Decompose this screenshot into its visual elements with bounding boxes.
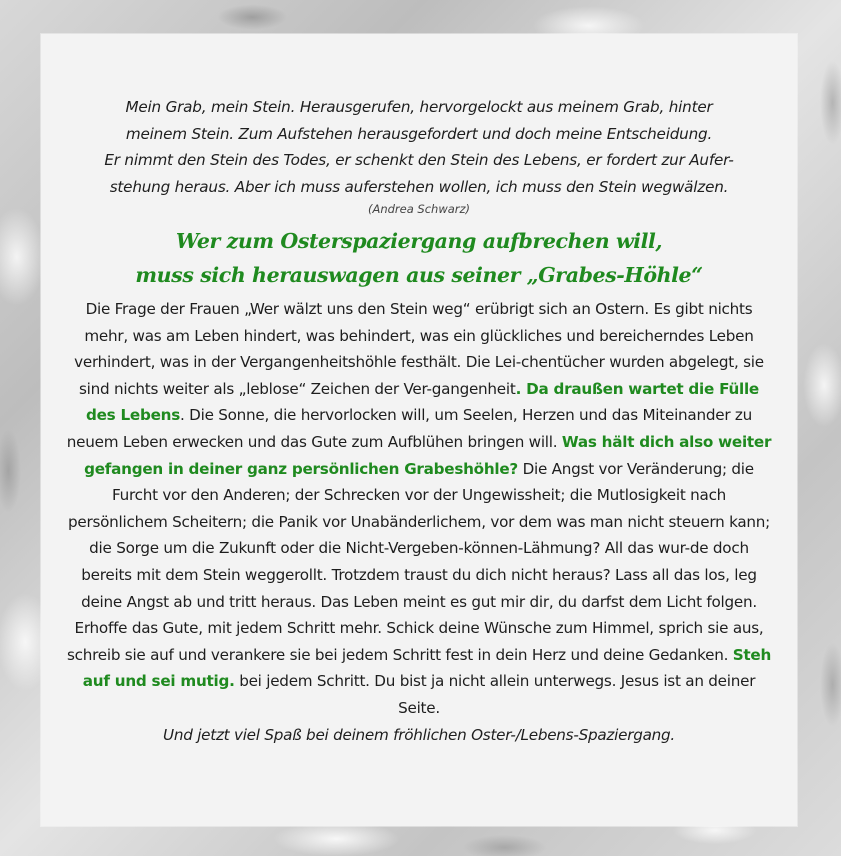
page-title [63, 224, 775, 292]
quote-block [63, 94, 775, 200]
body-part-1: Die Frage der Frauen „Wer wälzt uns den Stein weg“ erübrigt sich an Ostern. Es gibt nichts mehr, was am Leben hindert, was behindert, was ein glückliches und bereicherndes Leben verhindert, was in der Vergangenheitshöhle festhält. Die Lei-chentücher wurden abgelegt, sie sind nichts weiter als „leblose“ Zeichen der Ver-gangenheit [74, 300, 764, 398]
quote-line-3: Er nimmt den Stein des Todes, er schenkt den Stein des Lebens, er fordert zur Aufer- [104, 151, 734, 169]
body-part-2: . Die Sonne, die hervorlocken will, um Seelen, Herzen und das Miteinander zu neuem Leben erwecken und das Gute zum Aufblühen bringen will. [66, 406, 752, 451]
highlight-grabeshoehle-question: Was hält dich also weiter gefangen in deiner ganz persönlichen Grabeshöhle? [84, 432, 772, 478]
body-part-4: bei jedem Schritt. Du bist ja nicht allein unterwegs. Jesus ist an deiner Seite. [234, 672, 756, 717]
quote-author: (Andrea Schwarz) [367, 202, 471, 216]
body-text [63, 296, 775, 748]
highlight-steh-auf: Steh auf und sei mutig. [82, 645, 772, 691]
highlight-fuelle-des-lebens: . Da draußen wartet die Fülle des Lebens [85, 379, 759, 425]
document-panel [41, 34, 797, 826]
closing-line: Und jetzt viel Spaß bei deinem fröhlichen Oster-/Lebens-Spaziergang. [162, 725, 675, 744]
title-line-1: Wer zum Osterspaziergang aufbrechen will, [175, 229, 663, 253]
quote-line-4: stehung heraus. Aber ich muss auferstehen wollen, ich muss den Stein wegwälzen. [109, 177, 729, 196]
title-line-2: muss sich herauswagen aus seiner „Grabes-Höhle“ [135, 263, 703, 287]
body-part-3: Die Angst vor Veränderung; die Furcht vor den Anderen; der Schrecken vor der Ungewissheit; die Mutlosigkeit nach persönlichem Scheitern; die Panik vor Unabänderlichem, vor dem was man nicht steuern kann; die Sorge um die Zukunft oder die Nicht-Vergeben-können-Lähmung? All das wur-de doch bereits mit dem Stein weggerollt. Trotzdem traust du dich nicht heraus? Lass all das los, leg deine Angst ab und tritt heraus. Das Leben meint es gut mir dir, du darfst dem Licht folgen. Erhoffe das Gute, mit jedem Schritt mehr. Schick deine Wünsche zum Himmel, sprich sie aus, schreib sie auf und verankere sie bei jedem Schritt fest in dein Herz und deine Gedanken. [66, 459, 771, 664]
quote-line-2: meinem Stein. Zum Aufstehen herausgefordert und doch meine Entscheidung. [125, 124, 713, 143]
quote-line-1: Mein Grab, mein Stein. Herausgerufen, hervorgelockt aus meinem Grab, hinter [125, 98, 713, 116]
